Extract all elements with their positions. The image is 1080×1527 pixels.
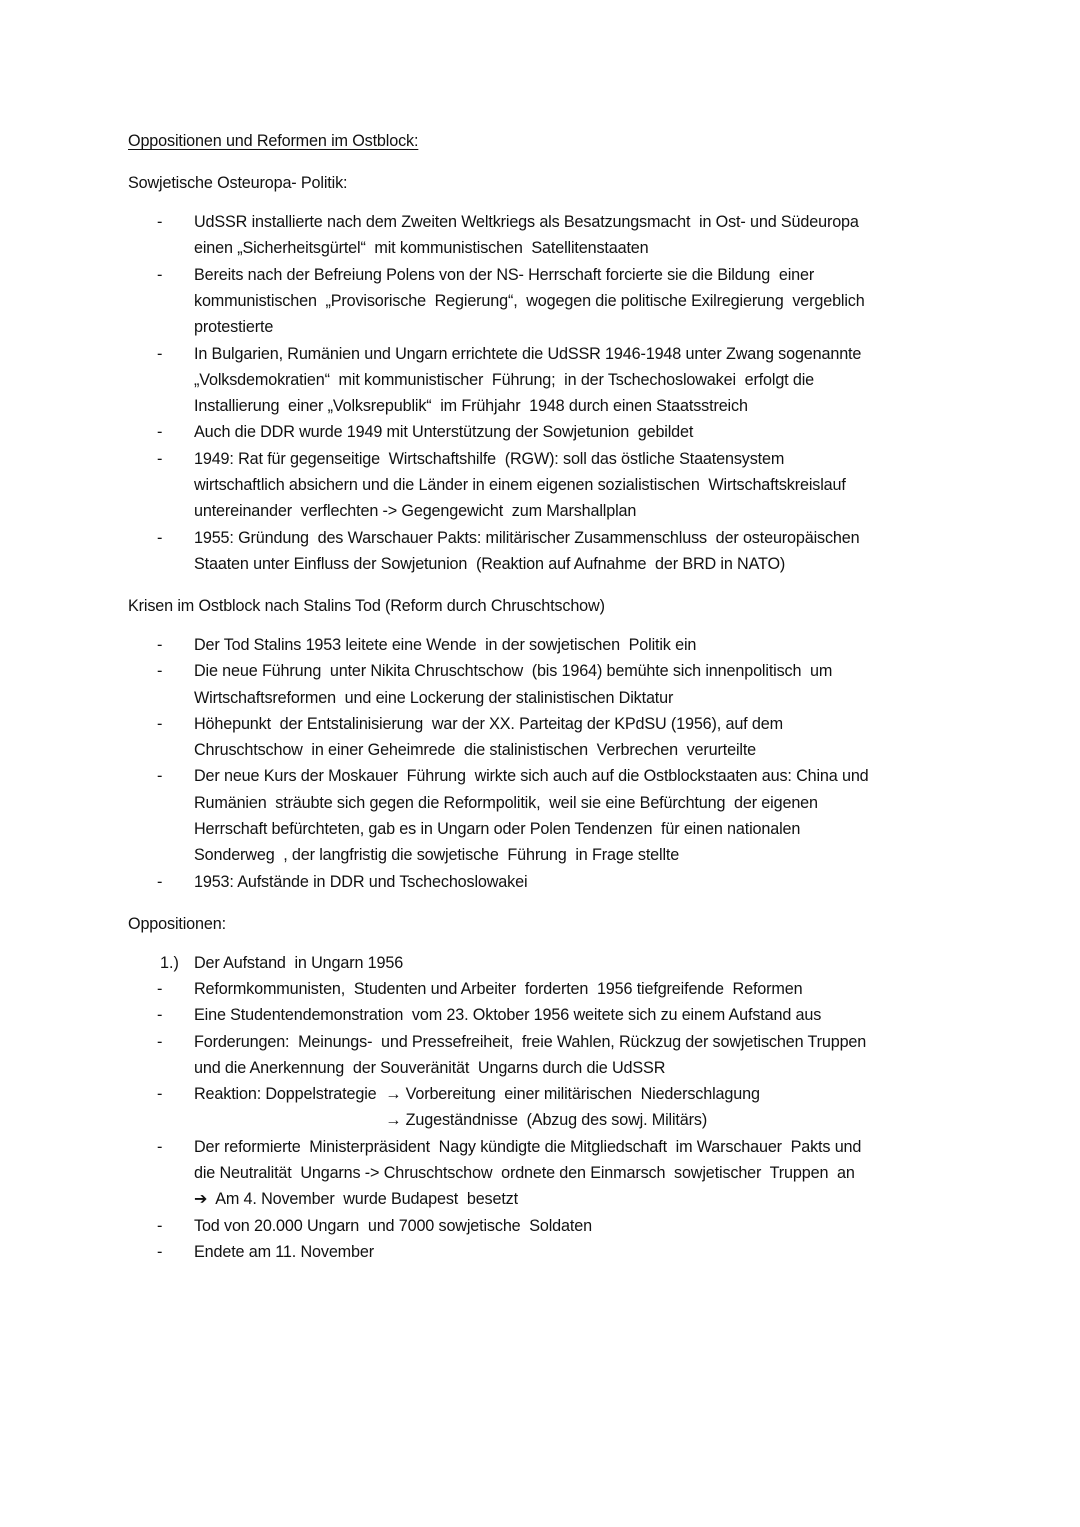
list-item-line: Der neue Kurs der Moskauer Führung wirkte sich auch auf die Ostblockstaaten aus: China und — [194, 767, 869, 786]
list-item-line: Reaktion: Doppelstrategie → Vorbereitung einer militärischen Niederschlagung — [194, 1085, 760, 1104]
bullet-dash: - — [157, 1006, 163, 1025]
bullet-dash: - — [157, 344, 163, 363]
list-item-line: Auch die DDR wurde 1949 mit Unterstützung der Sowjetunion gebildet — [194, 423, 694, 442]
list-item-line: Bereits nach der Befreiung Polens von der NS- Herrschaft forcierte sie die Bildung einer — [194, 265, 815, 284]
list-item-line: Der Tod Stalins 1953 leitete eine Wende in der sowjetischen Politik ein — [194, 635, 697, 654]
bullet-dash: - — [157, 1242, 163, 1261]
list-item-line: Die neue Führung unter Nikita Chruschtschow (bis 1964) bemühte sich innenpolitisch um — [194, 662, 833, 681]
list-item-line: Herrschaft befürchteten, gab es in Ungarn oder Polen Tendenzen für einen nationalen — [194, 820, 801, 838]
section-heading: Krisen im Ostblock nach Stalins Tod (Reform durch Chruschtschow) — [128, 596, 605, 615]
bullet-dash: - — [157, 449, 163, 468]
bullet-dash: - — [157, 635, 163, 654]
list-item-line: → Zugeständnisse (Abzug des sowj. Militärs) — [194, 1111, 708, 1130]
list-item-line: Installierung einer „Volksrepublik“ im Frühjahr 1948 durch einen Staatsstreich — [194, 397, 748, 416]
list-item-line: protestierte — [194, 318, 274, 337]
list-number: 1.) — [160, 953, 179, 972]
list-item-line: Chruschtschow in einer Geheimrede die stalinistischen Verbrechen verurteilte — [194, 741, 757, 760]
list-item-line: kommunistischen „Provisorische Regierung“, wogegen die politische Exilregierung vergeblich — [194, 291, 865, 310]
list-item-line: Eine Studentendemonstration vom 23. Oktober 1956 weitete sich zu einem Aufstand aus — [194, 1006, 822, 1025]
list-item-line: Höhepunkt der Entstalinisierung war der XX. Parteitag der KPdSU (1956), auf dem — [194, 714, 783, 733]
list-item-line: einen „Sicherheitsgürtel“ mit kommunistischen Satellitenstaaten — [194, 239, 649, 258]
bullet-dash: - — [157, 714, 163, 733]
list-item-line: Wirtschaftsreformen und eine Lockerung der stalinistischen Diktatur — [194, 688, 674, 707]
bullet-dash: - — [157, 979, 163, 998]
list-item-line: Endete am 11. November — [194, 1242, 374, 1261]
list-item-line: Forderungen: Meinungs- und Pressefreiheit, freie Wahlen, Rückzug der sowjetischen Truppen — [194, 1032, 867, 1051]
list-item-line: Rumänien sträubte sich gegen die Reformpolitik, weil sie eine Befürchtung der eigenen — [194, 793, 818, 812]
list-item-line: In Bulgarien, Rumänien und Ungarn errichtete die UdSSR 1946-1948 unter Zwang sogenannte — [194, 344, 862, 363]
list-item-line: und die Anerkennung der Souveränität Ungarns durch die UdSSR — [194, 1058, 666, 1077]
list-item-line: 1955: Gründung des Warschauer Pakts: militärischer Zusammenschluss der osteuropäischen — [194, 528, 860, 547]
bullet-dash: - — [157, 767, 163, 786]
bullet-dash: - — [157, 1216, 163, 1235]
section-heading: Oppositionen: — [128, 914, 226, 933]
list-item-line: ➔ Am 4. November wurde Budapest besetzt — [194, 1190, 518, 1209]
list-item-line: Staaten unter Einfluss der Sowjetunion (Reaktion auf Aufnahme der BRD in NATO) — [194, 554, 786, 573]
list-item-line: wirtschaftlich absichern und die Länder in einem eigenen sozialistischen Wirtschaftskreislauf — [194, 476, 846, 494]
document-title: Oppositionen und Reformen im Ostblock: — [128, 132, 419, 150]
list-item-line: untereinander verflechten -> Gegengewicht zum Marshallplan — [194, 502, 637, 521]
bullet-dash: - — [157, 528, 163, 547]
list-item-line: „Volksdemokratien“ mit kommunistischer Führung; in der Tschechoslowakei erfolgt die — [194, 370, 815, 389]
list-item-line: Der Aufstand in Ungarn 1956 — [194, 953, 404, 972]
list-item-line: 1953: Aufstände in DDR und Tschechoslowakei — [194, 872, 528, 891]
bullet-dash: - — [157, 662, 163, 681]
bullet-dash: - — [157, 1085, 163, 1104]
list-item-line: Tod von 20.000 Ungarn und 7000 sowjetische Soldaten — [194, 1216, 592, 1235]
list-item-line: UdSSR installierte nach dem Zweiten Weltkriegs als Besatzungsmacht in Ost- und Südeuropa — [194, 213, 859, 231]
list-item-line: 1949: Rat für gegenseitige Wirtschaftshilfe (RGW): soll das östliche Staatensystem — [194, 449, 785, 468]
list-item-line: Reformkommunisten, Studenten und Arbeiter forderten 1956 tiefgreifende Reformen — [194, 979, 803, 998]
bullet-dash: - — [157, 213, 163, 231]
bullet-dash: - — [157, 1137, 163, 1156]
bullet-dash: - — [157, 265, 163, 284]
list-item-line: die Neutralität Ungarns -> Chruschtschow ordnete den Einmarsch sowjetischer Truppen an — [194, 1164, 855, 1182]
list-item-line: Sonderweg , der langfristig die sowjetische Führung in Frage stellte — [194, 846, 680, 865]
section-heading: Sowjetische Osteuropa- Politik: — [128, 174, 348, 192]
bullet-dash: - — [157, 872, 163, 891]
bullet-dash: - — [157, 423, 163, 442]
bullet-dash: - — [157, 1032, 163, 1051]
list-item-line: Der reformierte Ministerpräsident Nagy kündigte die Mitgliedschaft im Warschauer Pakts und — [194, 1137, 862, 1156]
